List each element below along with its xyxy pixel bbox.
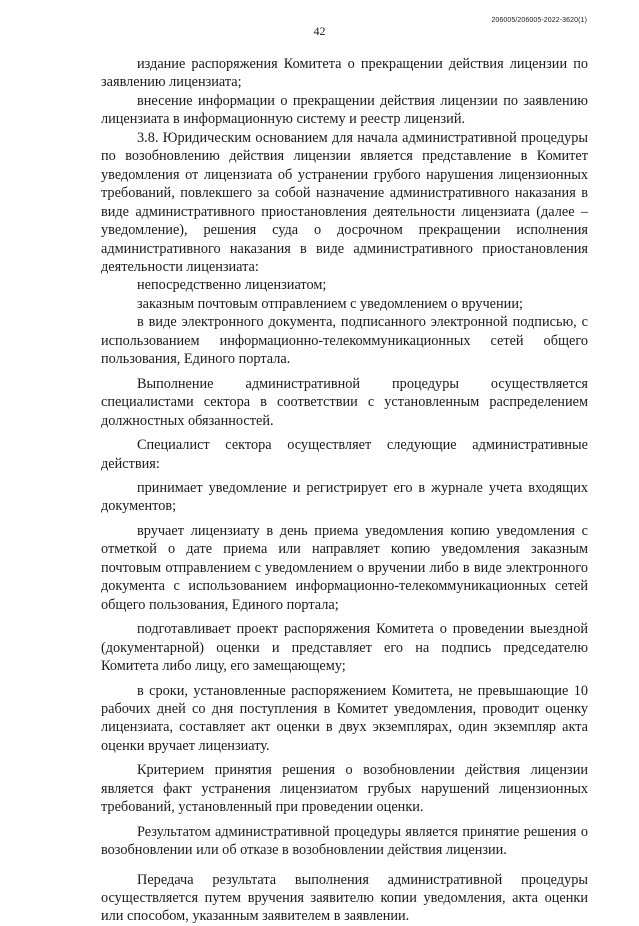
paragraph-decision-criterion: Критерием принятия решения о возобновлении действия лицензии является факт устранения лицензиатом грубых нарушений лицензионных требований, установленный при проведении оценки. — [101, 762, 588, 816]
paragraph-entering-info: внесение информации о прекращении действия лицензии по заявлению лицензиата в информационную систему и реестр лицензий. — [101, 92, 588, 128]
page-number: 42 — [313, 24, 326, 38]
paragraph-procedure-result: Результатом административной процедуры является принятие решения о возобновлении или об отказе в возобновлении действия лицензии. — [101, 823, 588, 859]
paragraph-electronic-document: в виде электронного документа, подписанного электронной подписью, с использованием информационно-телекоммуникационных сетей общего пользования, Единого портала. — [101, 314, 588, 368]
paragraph-prepares-draft: подготавливает проект распоряжения Комитета о проведении выездной (документарной) оценки и представляет его на подпись председателю Комитета либо лицу, его замещающему; — [101, 621, 588, 675]
paragraph-accepts-notice: принимает уведомление и регистрирует его в журнале учета входящих документов; — [101, 479, 588, 515]
paragraph-issuing-order: издание распоряжения Комитета о прекращении действия лицензии по заявлению лицензиата; — [101, 56, 588, 91]
paragraph-execution: Выполнение административной процедуры осуществляется специалистами сектора в соответствии с установленным распределением должностных обязанностей. — [101, 375, 588, 429]
paragraph-conducts-assessment: в сроки, установленные распоряжением Комитета, не превышающие 10 рабочих дней со дня поступления в Комитет уведомления, проводит оценку лицензиата, составляет акт оценки в двух экземплярах, один экземпляр акта оценки вручает лицензиату. — [101, 682, 588, 754]
paragraph-section-3-8: 3.8. Юридическим основанием для начала административной процедуры по возобновлению действия лицензии является представление в Комитет уведомления от лицензиата об устранении грубого нарушения лицензионных требований, повлекшего за собой назначение административного наказания в виде административного приостановления деятельности лицензиата (далее – уведомление), решения суда о досрочном прекращении исполнения административного наказания в виде административного приостановления деятельности лицензиата: — [101, 129, 588, 275]
paragraph-by-registered-mail: заказным почтовым отправлением с уведомлением о вручении; — [137, 295, 523, 312]
document-body — [101, 55, 588, 926]
paragraph-result-transfer: Передача результата выполнения административной процедуры осуществляется путем вручения заявителю копии уведомления, акта оценки или способом, указанным заявителем в заявлении. — [101, 871, 588, 925]
paragraph-hands-copy: вручает лицензиату в день приема уведомления копию уведомления с отметкой о дате приема или направляет копию уведомления заказным почтовым отправлением с уведомлением о вручении либо в виде электронного документа с использованием информационно-телекоммуникационных сетей общего пользования, Единого портала; — [101, 522, 588, 613]
paragraph-by-licensee: непосредственно лицензиатом; — [137, 277, 327, 294]
document-id: 206005/206005-2022-3620(1) — [491, 17, 587, 24]
paragraph-specialist-actions: Специалист сектора осуществляет следующие административные действия: — [101, 437, 588, 472]
